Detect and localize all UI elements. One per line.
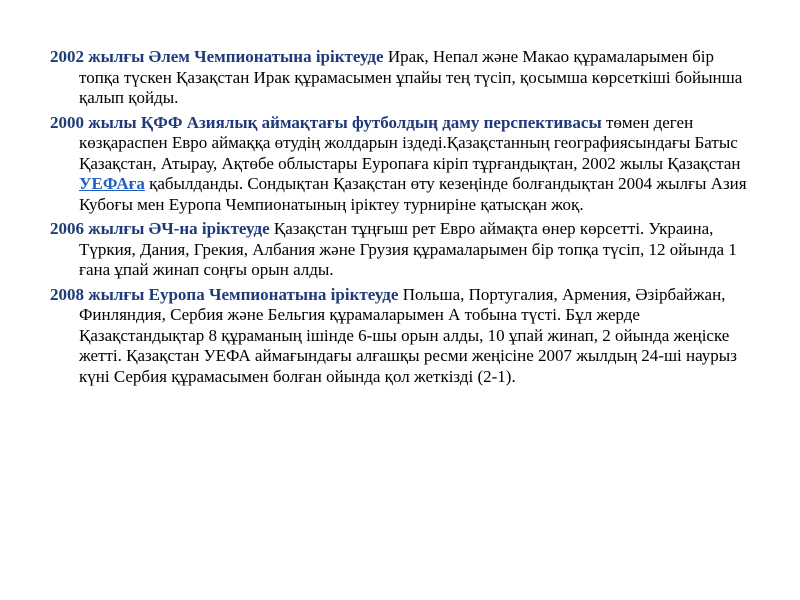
paragraph-heading: 2008 жылғы Еуропа Чемпионатына іріктеуде [50, 284, 399, 304]
paragraph-text: қабылданды. Сондықтан Қазақстан өту кезеңінде болғандықтан 2004 жылғы Азия Кубоғы мен Еуропа Чемпионатының іріктеу турниріне қатысқан жоқ. [79, 174, 747, 214]
paragraph-2008-euro-qualifying [50, 285, 750, 388]
paragraph-heading: 2002 жылғы Әлем Чемпионатына іріктеуде [50, 47, 384, 66]
uefa-link[interactable]: УЕФАға [79, 174, 145, 193]
paragraph-text: төмен деген көзқараспен Евро аймаққа өтудің жолдарын іздеді.Қазақстанның географиясындағы Батыс Қазақстан, Атырау, Ақтөбе облыстары Еуропаға кіріп тұрғандықтан, 2002 жылы Қазақстан [79, 112, 741, 173]
paragraph-2002-world-cup [50, 47, 750, 109]
paragraph-heading: 2000 жылы ҚФФ Азиялық аймақтағы футболдың даму перспективасы [50, 112, 602, 132]
paragraph-text: Польша, Португалия, Армения, Әзірбайжан, Финляндия, Сербия және Бельгия құрамаларымен А тобына түсті. Бұл жерде Қазақстандықтар 8 құраманың ішінде 6-шы орын алды, 10 ұпай жинап, 2 ойында жеңіске жетті. Қазақстан УЕФА аймағындағы алғашқы ресми жеңісіне 2007 жылдың 24-ші наурыз күні Сербия құрамасымен болған ойында қол жеткізді (2-1). [79, 284, 737, 386]
paragraph-heading: 2006 жылғы ӘЧ-на іріктеуде [50, 219, 270, 238]
paragraph-text: Ирак, Непал және Макао құрамаларымен бір топқа түскен Қазақстан Ирак құрамасымен ұпайы тең түсіп, қосымша көрсеткіші бойынша қалып қойды. [79, 47, 743, 107]
paragraph-2006-qualifying [50, 219, 750, 281]
paragraph-2000-asian-zone [50, 113, 750, 216]
paragraph-text: Қазақстан тұңғыш рет Евро аймақта өнер көрсетті. Украина, Түркия, Дания, Грекия, Албания және Грузия құрамаларымен бір топқа түсіп, 12 ойында 1 ғана ұпай жинап соңғы орын алды. [79, 219, 737, 279]
slide-text-content [50, 47, 750, 391]
